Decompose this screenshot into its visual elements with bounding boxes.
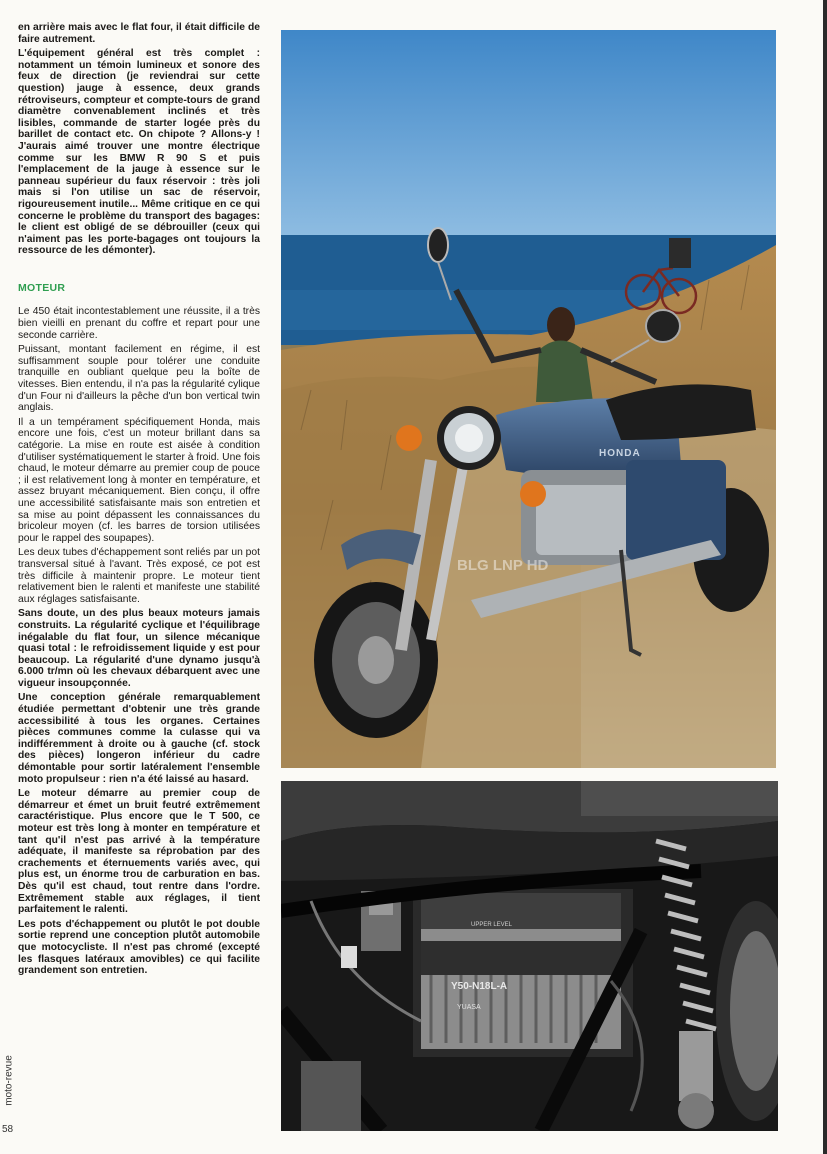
motorcycle-photo xyxy=(281,30,776,768)
article-paragraph: Puissant, montant facilement en régime, il est suffisamment souple pour tolérer une conduite tranquille en oubliant quelque peu la boîte de vitesses. Bien entendu, il n'a pas la régularité cylique d'un Four ni d'ailleurs la pêche d'un bon vertical twin anglais. xyxy=(18,344,260,414)
article-paragraph: Les deux tubes d'échappement sont reliés par un pot transversal situé à l'avant. Très exposé, ce pot est très difficile à maintenir propre. Le moteur tient relativement bien le ralenti et manifeste une stabilité aux réglages satisfaisante. xyxy=(18,547,260,605)
article-column xyxy=(18,22,260,980)
tank-brand-text: HONDA xyxy=(599,448,641,459)
battery-maker-text: YUASA xyxy=(457,1004,481,1011)
article-paragraph: L'équipement général est très complet : notamment un témoin lumineux et sonore des feux de direction (je reviendrai sur cette question) jauge à essence, deux grands rétroviseurs, compteur et compte-tours de grand diamètre convenablement inclinés et très lisibles, commande de starter logée près du barillet de contact etc. On chipote ? Allons-y ! J'aurais aimé trouver une montre électrique comme sur les BMW R 90 S et puis l'emplacement de la jauge à essence sur le panneau supérieur du faux réservoir : très joli mais si l'on utilise un sac de réservoir, rigoureusement inutile... Même critique en ce qui concerne le problème du transport des bagages: le client est obligé de se débrouiller (ceux qui n'aiment pas les porte-bagages ont toujours la ressource de les démonter). xyxy=(18,48,260,257)
battery-level-text: UPPER LEVEL xyxy=(471,922,513,928)
article-paragraph: Les pots d'échappement ou plutôt le pot double sortie reprend une conception plutôt automobile que motocycliste. Il n'est pas chromé (excepté les flasques latéraux amovibles) ce qui facilite grandement son entretien. xyxy=(18,918,260,977)
article-paragraph: Sans doute, un des plus beaux moteurs jamais construits. La régularité cyclique et l'équilibrage inégalable du flat four, un silence mécanique quasi total : le refroidissement liquide y est pour beaucoup. La régularité d'une dynamo jusqu'à 6.000 tr/mn où les chevaux débarquent avec une vigueur insoupçonnée. xyxy=(18,608,260,689)
page-number: 58 xyxy=(2,1124,14,1135)
engine-detail-photo xyxy=(281,781,778,1131)
section-heading: MOTEUR xyxy=(18,281,66,294)
magazine-name xyxy=(2,1040,16,1124)
article-paragraph: Le moteur démarre au premier coup de démarreur et émet un bruit feutré extrêmement caractéristique. Plus encore que le T 500, ce moteur est très long à monter en température et tant qu'il n'est pas arrivé à la température adéquate, il manifeste sa réprobation par des crachements et éternuements variés avec, qui plus est, un énorme trou de carburation en bas. Dès qu'il est chaud, tout rentre dans l'ordre. Extrêmement stable aux réglages, il tient parfaitement le ralenti. xyxy=(18,788,260,916)
watermark-text: BLG LNP HD xyxy=(457,557,549,574)
article-section-body xyxy=(18,306,260,976)
article-paragraph: Une conception générale remarquablement étudiée permettant d'obtenir une très grande accessibilité à tous les organes. Certaines pièces communes comme la culasse qui va indifféremment à droite ou à gauche (cf. stock des pièces) longeron inférieur du cadre démontable pour sortir latéralement l'ensemble moto propulseur : rien n'a été laissé au hasard. xyxy=(18,692,260,785)
magazine-name-text: moto-revue xyxy=(3,1055,15,1106)
page-edge xyxy=(823,0,827,1154)
article-paragraph: Il a un tempérament spécifiquement Honda, mais encore une fois, c'est un moteur brillant dans sa catégorie. La mise en route est aisée à condition d'utiliser systématiquement le starter à froid. Une fois chaud, le moteur démarre au premier coup de pouce ; il est relativement long à monter en température, et assez bruyant mécaniquement. Bien conçu, il offre une accessibilité satisfaisante mais son entretien et sa mise au point dépassent les connaissances du bricoleur moyen (cf. les barres de torsion utilisées pour le rappel des soupapes). xyxy=(18,416,260,544)
article-paragraph: Le 450 était incontestablement une réussite, il a très bien vieilli en prenant du coffre et repart pour une seconde carrière. xyxy=(18,306,260,341)
article-intro xyxy=(18,22,260,257)
battery-model-text: Y50-N18L-A xyxy=(451,981,508,992)
article-paragraph: en arrière mais avec le flat four, il était difficile de faire autrement. xyxy=(18,22,260,45)
